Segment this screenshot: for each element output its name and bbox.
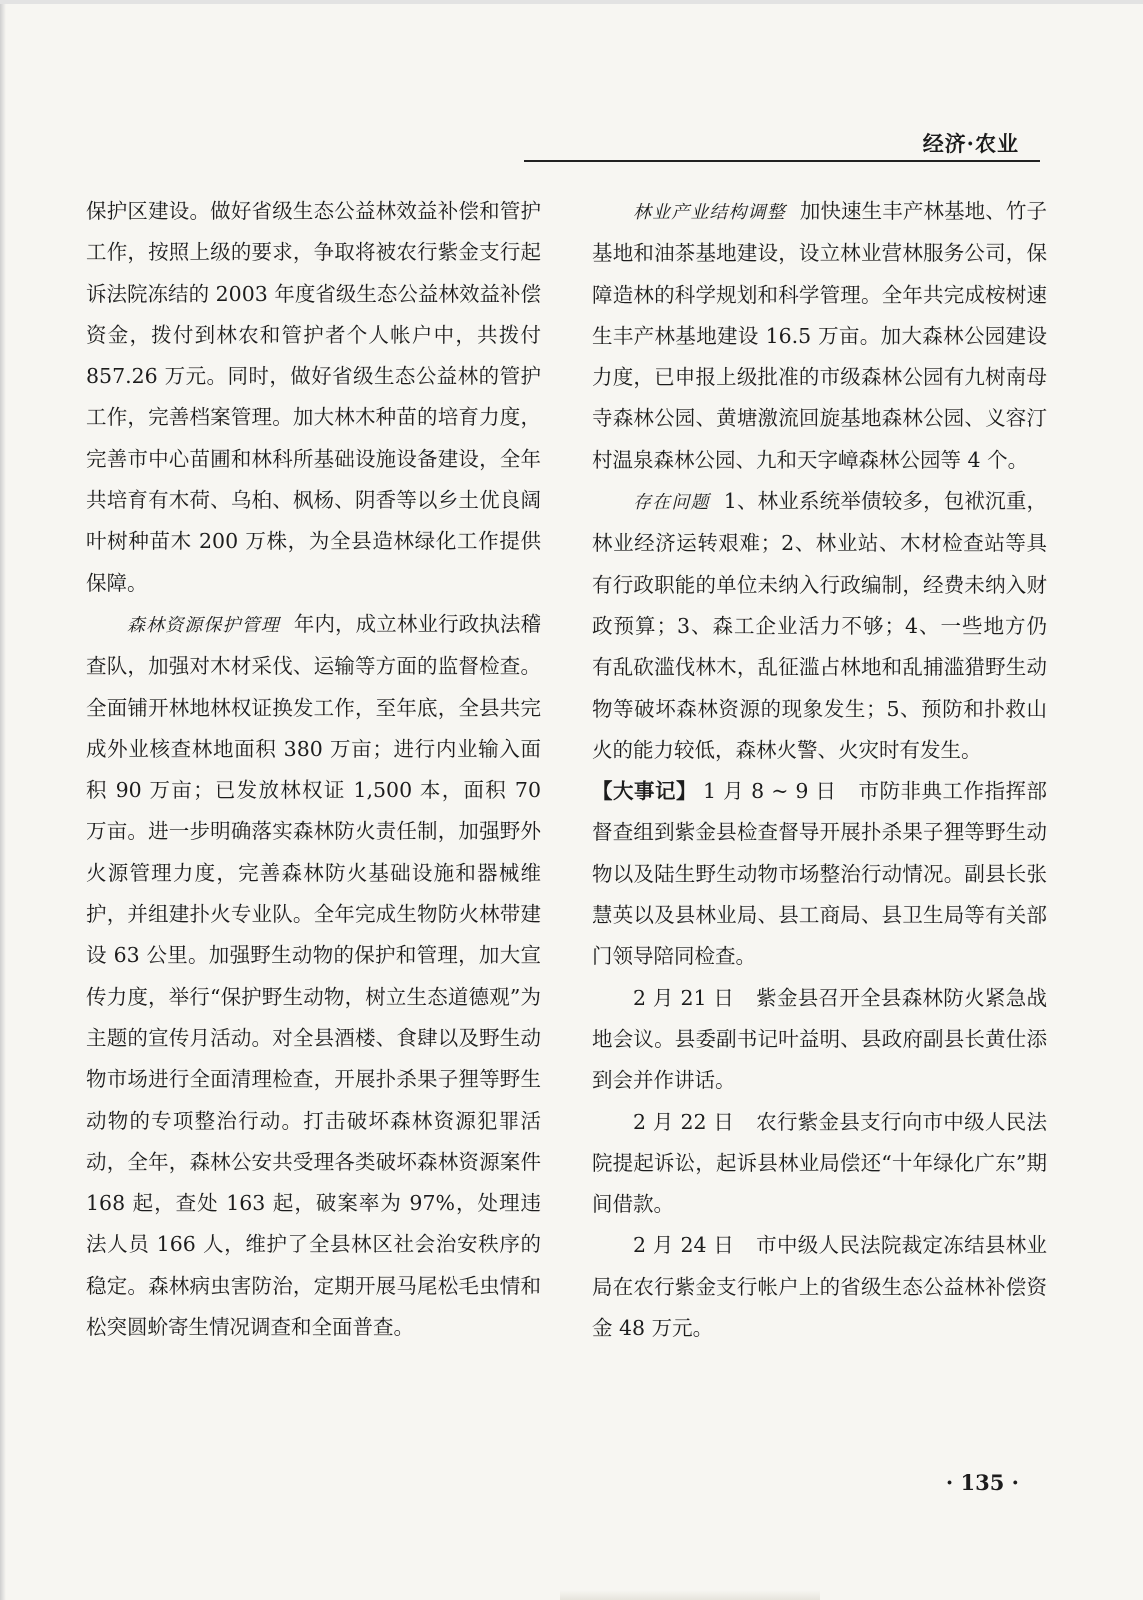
header-rule [524, 160, 1040, 162]
paragraph-text: 年内，成立林业行政执法稽查队，加强对木材采伐、运输等方面的监督检查。全面铺开林地林权证换发工作，至年底，全县共完成外业核查林地面积 380 万亩；进行内业输入面积 90 万亩；已发放林权证 1,500 本，面积 70 万亩。进一步明确落实森林防火责任制，加强野外火源管理力度，完善森林防火基础设施和器械维护，并组建扑火专业队。全年完成生物防火林带建设 63 公里。加强野生动物的保护和管理，加大宣传力度，举行“保护野生动物，树立生态道德观”为主题的宣传月活动。对全县酒楼、食肆以及野生动物市场进行全面清理检查，开展扑杀果子狸等野生动物的专项整治行动。打击破坏森林资源犯罪活动，全年，森林公安共受理各类破坏森林资源案件 168 起，查处 163 起，破案率为 97%，处理违法人员 166 人，维护了全县林区社会治安秩序的稳定。森林病虫害防治，定期开展马尾松毛虫情和松突圆蚧寄生情况调查和全面普查。 [86, 611, 542, 1340]
running-head: 经济·农业 [922, 131, 1019, 156]
event-date: 2 月 21 日 [633, 985, 735, 1010]
event-3 [592, 1102, 1047, 1226]
right-column [592, 191, 1047, 1349]
page-number: · 135 · [945, 1470, 1019, 1495]
event-text: 市防非典工作指挥部督查组到紫金县检查督导开展扑杀果子狸等野生动物以及陆生野生动物市场整治行动情况。副县长张慧英以及县林业局、县工商局、县卫生局等有关部门领导陪同检查。 [592, 779, 1048, 969]
events-tag: 【大事记】 [592, 779, 698, 804]
event-1 [592, 771, 1047, 977]
right-paragraph-2 [592, 481, 1047, 771]
left-paragraph-2 [86, 604, 541, 1348]
event-text: 市中级人民法院裁定冻结县林业局在农行紫金支行帐户上的省级生态公益林补偿资金 48 万元。 [592, 1233, 1047, 1341]
right-paragraph-1 [592, 191, 1047, 481]
paragraph-text: 1、林业系统举债较多，包袱沉重，林业经济运转艰难；2、林业站、木材检查站等具有行政职能的单位未纳入行政编制，经费未纳入财政预算；3、森工企业活力不够；4、一些地方仍有乱砍滥伐林木，乱征滥占林地和乱捕滥猎野生动物等破坏森林资源的现象发生；5、预防和扑救山火的能力较低，森林火警、火灾时有发生。 [592, 489, 1048, 762]
event-date: 1 月 8 ~ 9 日 [703, 779, 837, 804]
topic-heading: 森林资源保护管理 [127, 614, 280, 636]
event-2 [592, 978, 1047, 1102]
topic-heading: 存在问题 [633, 492, 710, 514]
topic-heading: 林业产业结构调整 [633, 202, 786, 223]
event-text: 紫金县召开全县森林防火紧急战地会议。县委副书记叶益明、县政府副县长黄仕添到会并作讲话。 [592, 985, 1047, 1093]
event-date: 2 月 24 日 [633, 1233, 735, 1258]
left-paragraph-1: 保护区建设。做好省级生态公益林效益补偿和管护工作，按照上级的要求，争取将被农行紫金支行起诉法院冻结的 2003 年度省级生态公益林效益补偿资金，拨付到林农和管护者个人帐户中，共拨付 857.26 万元。同时，做好省级生态公益林的管护工作，完善档案管理。加大林木种苗的培育力度，完善市中心苗圃和林科所基础设施设备建设，全年共培育有木荷、乌桕、枫杨、阴香等以乡土优良阔叶树种苗木 200 万株，为全县造林绿化工作提供保障。 [86, 199, 541, 595]
left-column [86, 191, 541, 1348]
event-text: 农行紫金县支行向市中级人民法院提起诉讼，起诉县林业局偿还“十年绿化广东”期间借款。 [592, 1109, 1047, 1217]
scan-edge [0, 0, 6, 1600]
paragraph-text: 加快速生丰产林基地、竹子基地和油茶基地建设，设立林业营林服务公司，保障造林的科学规划和科学管理。全年共完成桉树速生丰产林基地建设 16.5 万亩。加大森林公园建设力度，已申报上级批准的市级森林公园有九树南母寺森林公园、黄塘激流回旋基地森林公园、义容汀村温泉森林公园、九和天字嶂森林公园等 4 个。 [592, 199, 1048, 472]
event-4 [592, 1225, 1047, 1349]
scan-smudge [560, 1590, 820, 1600]
scan-edge-top [0, 0, 1143, 4]
event-date: 2 月 22 日 [633, 1109, 735, 1134]
